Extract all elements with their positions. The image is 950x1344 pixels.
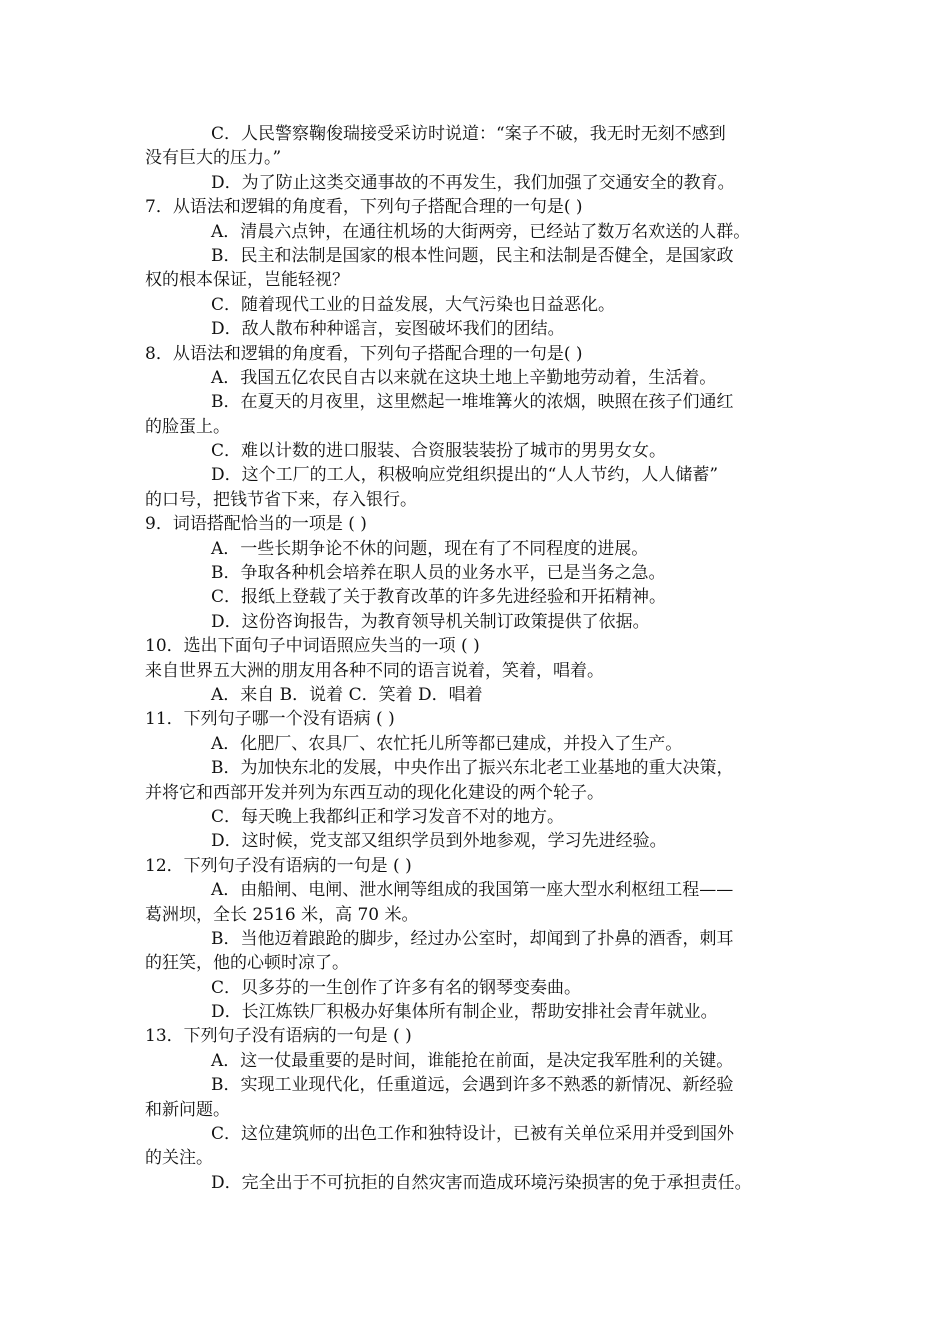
question-text-line: 并将它和西部开发并列为东西互动的现化化建设的两个轮子。 <box>145 782 604 803</box>
option-text-line: A．这一仗最重要的是时间，谁能抢在前面，是决定我军胜利的关键。 <box>211 1050 734 1071</box>
option-text-line: C．报纸上登载了关于教育改革的许多先进经验和开拓精神。 <box>211 587 667 608</box>
option-text-line: C．这位建筑师的出色工作和独特设计，已被有关单位采用并受到国外 <box>211 1124 735 1145</box>
option-text-line: B．争取各种机会培养在职人员的业务水平，已是当务之急。 <box>211 563 666 584</box>
question-text-line: 9．词语搭配恰当的一项是 ( ) <box>145 514 367 535</box>
option-text-line: D．这时候，党支部又组织学员到外地参观，学习先进经验。 <box>211 831 667 852</box>
option-text-line: A．由船闸、电闸、泄水闸等组成的我国第一座大型水利枢纽工程—— <box>211 880 734 901</box>
option-text-line: D．这个工厂的工人，积极响应党组织提出的“人人节约，人人储蓄” <box>211 465 719 486</box>
question-text-line: 的关注。 <box>145 1148 213 1169</box>
option-text-line: B．当他迈着踉跄的脚步，经过办公室时，却闻到了扑鼻的酒香，刺耳 <box>211 928 734 949</box>
question-text-line: 没有巨大的压力。” <box>145 148 282 169</box>
question-text-line: 的口号，把钱节省下来，存入银行。 <box>145 489 417 510</box>
question-text-line: 葛洲坝，全长 2516 米，高 70 米。 <box>145 904 419 925</box>
question-text-line: 和新问题。 <box>145 1099 230 1120</box>
option-text-line: C．每天晚上我都纠正和学习发音不对的地方。 <box>211 806 565 827</box>
option-text-line: A．一些长期争论不休的问题，现在有了不同程度的进展。 <box>211 538 649 559</box>
option-text-line: C．随着现代工业的日益发展，大气污染也日益恶化。 <box>211 294 616 315</box>
option-text-line: D．完全出于不可抗拒的自然灾害而造成环境污染损害的免于承担责任。 <box>211 1172 752 1193</box>
option-text-line: C．人民警察鞠俊瑞接受采访时说道：“案子不破，我无时无刻不感到 <box>211 124 726 144</box>
option-text-line: D．敌人散布种种谣言，妄图破坏我们的团结。 <box>211 319 565 340</box>
document-body <box>145 122 815 1195</box>
question-text-line: 11．下列句子哪一个没有语病 ( ) <box>145 709 395 730</box>
question-text-line: 来自世界五大洲的朋友用各种不同的语言说着，笑着，唱着。 <box>145 660 604 681</box>
option-text-line: D．长江炼铁厂积极办好集体所有制企业，帮助安排社会青年就业。 <box>211 1002 718 1023</box>
question-text-line: 13．下列句子没有语病的一句是 ( ) <box>145 1026 412 1047</box>
option-text-line: B．在夏天的月夜里，这里燃起一堆堆篝火的浓烟，映照在孩子们通红 <box>211 392 734 413</box>
option-text-line: A．我国五亿农民自古以来就在这块土地上辛勤地劳动着，生活着。 <box>211 367 717 388</box>
option-text-line: A．化肥厂、农具厂、农忙托儿所等都已建成，并投入了生产。 <box>211 733 683 754</box>
question-text-line: 8．从语法和逻辑的角度看，下列句子搭配合理的一句是( ) <box>145 343 583 364</box>
question-text-line: 的脸蛋上。 <box>145 416 230 437</box>
question-text-line: 的狂笑，他的心顿时凉了。 <box>145 953 349 974</box>
question-text-line: 12．下列句子没有语病的一句是 ( ) <box>145 855 412 876</box>
option-text-line: D．为了防止这类交通事故的不再发生，我们加强了交通安全的教育。 <box>211 172 735 193</box>
option-text-line: B．为加快东北的发展，中央作出了振兴东北老工业基地的重大决策， <box>211 758 734 779</box>
question-text-line: 权的根本保证，岂能轻视？ <box>145 270 349 291</box>
option-text-line: B．实现工业现代化，任重道远，会遇到许多不熟悉的新情况、新经验 <box>211 1075 734 1096</box>
option-text-line: C．难以计数的进口服装、合资服装装扮了城市的男男女女。 <box>211 441 667 462</box>
question-text-line: 10．选出下面句子中词语照应失当的一项 ( ) <box>145 636 480 657</box>
option-text-line: A．来自 B．说着 C．笑着 D．唱着 <box>211 684 483 705</box>
option-text-line: D．这份咨询报告，为教育领导机关制订政策提供了依据。 <box>211 611 650 632</box>
option-text-line: C．贝多芬的一生创作了许多有名的钢琴变奏曲。 <box>211 977 582 998</box>
question-text-line: 7．从语法和逻辑的角度看，下列句子搭配合理的一句是( ) <box>145 197 583 218</box>
option-text-line: A．清晨六点钟，在通往机场的大街两旁，已经站了数万名欢送的人群。 <box>211 221 751 242</box>
option-text-line: B．民主和法制是国家的根本性问题，民主和法制是否健全，是国家政 <box>211 245 734 266</box>
